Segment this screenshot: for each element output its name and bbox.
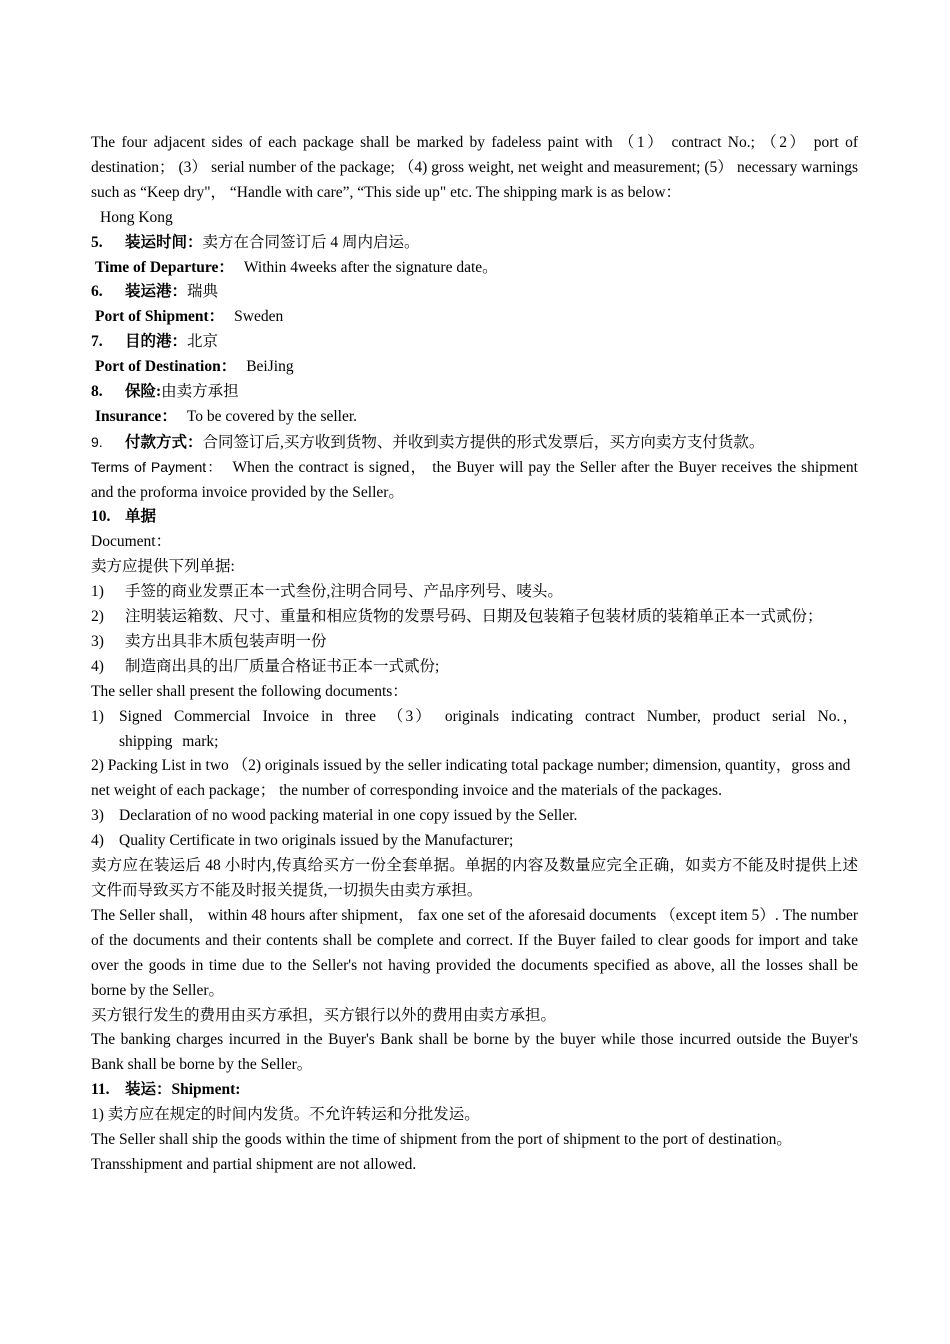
- section-9-cn: [91, 430, 858, 455]
- en-bank-paragraph: The banking charges incurred in the Buyer's Bank shall be borne by the buyer while those incurred outside the Buyer's Bank shall be borne by the Seller。: [91, 1031, 858, 1074]
- cn-bank-paragraph: 买方银行发生的费用由买方承担，买方银行以外的费用由卖方承担。: [91, 1006, 557, 1024]
- section-9-number: 9.: [91, 433, 103, 450]
- section-5-en-text: Within 4weeks after the signature date。: [243, 258, 498, 276]
- section-7-en-text: BeiJing: [246, 358, 294, 376]
- section-11-number: 11.: [91, 1081, 110, 1099]
- section-6-text: 瑞典: [187, 283, 219, 301]
- en-doc-item-2: 2) Packing List in two （2) originals issued by the seller indicating total package number; dimension, quantity，gross and net weight of each package； the number of corresponding invoice and the materials of the packages.: [91, 757, 851, 800]
- section-10-cn-intro: 卖方应提供下列单据:: [91, 558, 235, 576]
- section-7-en: [91, 355, 858, 380]
- en-doc-item-3: 3) Declaration of no wood packing material in one copy issued by the Seller.: [91, 807, 578, 825]
- section-6-cn: [91, 280, 858, 305]
- en-fax-paragraph: The Seller shall， within 48 hours after shipment， fax one set of the aforesaid documents （except item 5）. The number of the documents and their contents shall be complete and correct. If the Buyer failed to clear goods for import and take over the goods in time due to the Seller's not having provided the documents specified as above, all the losses shall be borne by the Seller。: [91, 906, 858, 999]
- section-9-en-label: Terms of Payment：: [91, 458, 223, 475]
- cn-fax-paragraph: 卖方应在装运后 48 小时内,传真给买方一份全套单据。单据的内容及数量应完全正确，如卖方不能及时提供上述文件而导致买方不能及时报关提货,一切损失由卖方承担。: [91, 857, 858, 899]
- section-7-label: 目的港：: [125, 333, 188, 351]
- section-7-text: 北京: [187, 333, 219, 351]
- section-5-en-label: Time of Departure：: [95, 258, 234, 276]
- section-6-label: 装运港：: [125, 283, 188, 301]
- section-8-cn: [91, 380, 858, 405]
- section-6-number: 6.: [91, 283, 103, 301]
- en-doc-item-4: 4) Quality Certificate in two originals issued by the Manufacturer;: [91, 832, 514, 850]
- section-10-number: 10.: [91, 508, 111, 526]
- cn-doc-item-1: 1) 手签的商业发票正本一式叁份,注明合同号、产品序列号、唛头。: [91, 583, 563, 601]
- cn-doc-item-3: 3) 卖方出具非木质包装声明一份: [91, 632, 327, 650]
- section-6-en: [91, 305, 858, 330]
- section-5-text: 卖方在合同签订后 4 周内启运。: [202, 233, 420, 251]
- en-doc-item-1: 1) Signed Commercial Invoice in three （3） originals indicating contract Number, product serial No.，shipping mark;: [91, 707, 858, 750]
- document-page: [91, 131, 858, 1178]
- section-9-en-text: When the contract is signed， the Buyer will pay the Seller after the Buyer receives the shipment and the proforma invoice provided by the Seller。: [91, 458, 858, 501]
- cn-doc-item-2: 2) 注明装运箱数、尺寸、重量和相应货物的发票号码、日期及包装箱子包装材质的装箱单正本一式贰份；: [91, 608, 823, 626]
- section-11-cn-item-1: 1) 卖方应在规定的时间内发货。不允许转运和分批发运。: [91, 1106, 480, 1124]
- section-5-cn: [91, 231, 858, 256]
- section-9-en: [91, 455, 858, 506]
- section-10-en-label: Document：: [91, 533, 172, 551]
- shipping-mark-text: Hong Kong: [100, 208, 173, 226]
- section-7-number: 7.: [91, 333, 103, 351]
- section-8-en: [91, 405, 858, 430]
- section-7-en-label: Port of Destination：: [95, 358, 237, 376]
- section-9-text: 合同签订后,买方收到货物、并收到卖方提供的形式发票后，买方向卖方支付货款。: [202, 433, 765, 451]
- section-8-label: 保险:: [125, 382, 162, 400]
- section-8-number: 8.: [91, 382, 103, 400]
- section-5-number: 5.: [91, 233, 103, 251]
- section-10-heading: [91, 505, 858, 530]
- section-8-text: 由卖方承担: [161, 382, 239, 400]
- section-7-cn: [91, 330, 858, 355]
- section-6-en-label: Port of Shipment：: [95, 308, 225, 326]
- section-11-en-item-1: The Seller shall ship the goods within the time of shipment from the port of shipment to the port of destination。Transshipment and partial shipment are not allowed.: [91, 1130, 792, 1173]
- section-10-label: 单据: [125, 508, 157, 526]
- section-9-label: 付款方式：: [125, 433, 203, 451]
- section-5-label: 装运时间：: [125, 233, 203, 251]
- cn-doc-item-4: 4) 制造商出具的出厂质量合格证书正本一式贰份;: [91, 657, 440, 675]
- section-11-heading: [91, 1078, 858, 1103]
- section-10-en-intro: The seller shall present the following documents：: [91, 682, 408, 700]
- section-5-en: [91, 256, 858, 281]
- section-8-en-label: Insurance：: [95, 407, 177, 425]
- section-11-label: 装运：Shipment:: [125, 1081, 241, 1099]
- marking-paragraph: The four adjacent sides of each package shall be marked by fadeless paint with （1） contract No.; （2） port of destination； (3） serial number of the package; （4) gross weight, net weight and measurement; (5） necessary warnings such as “Keep dry"， “Handle with care”, “This side up" etc. The shipping mark is as below：: [91, 134, 858, 201]
- section-6-en-text: Sweden: [234, 308, 284, 326]
- section-8-en-text: To be covered by the seller.: [186, 407, 358, 425]
